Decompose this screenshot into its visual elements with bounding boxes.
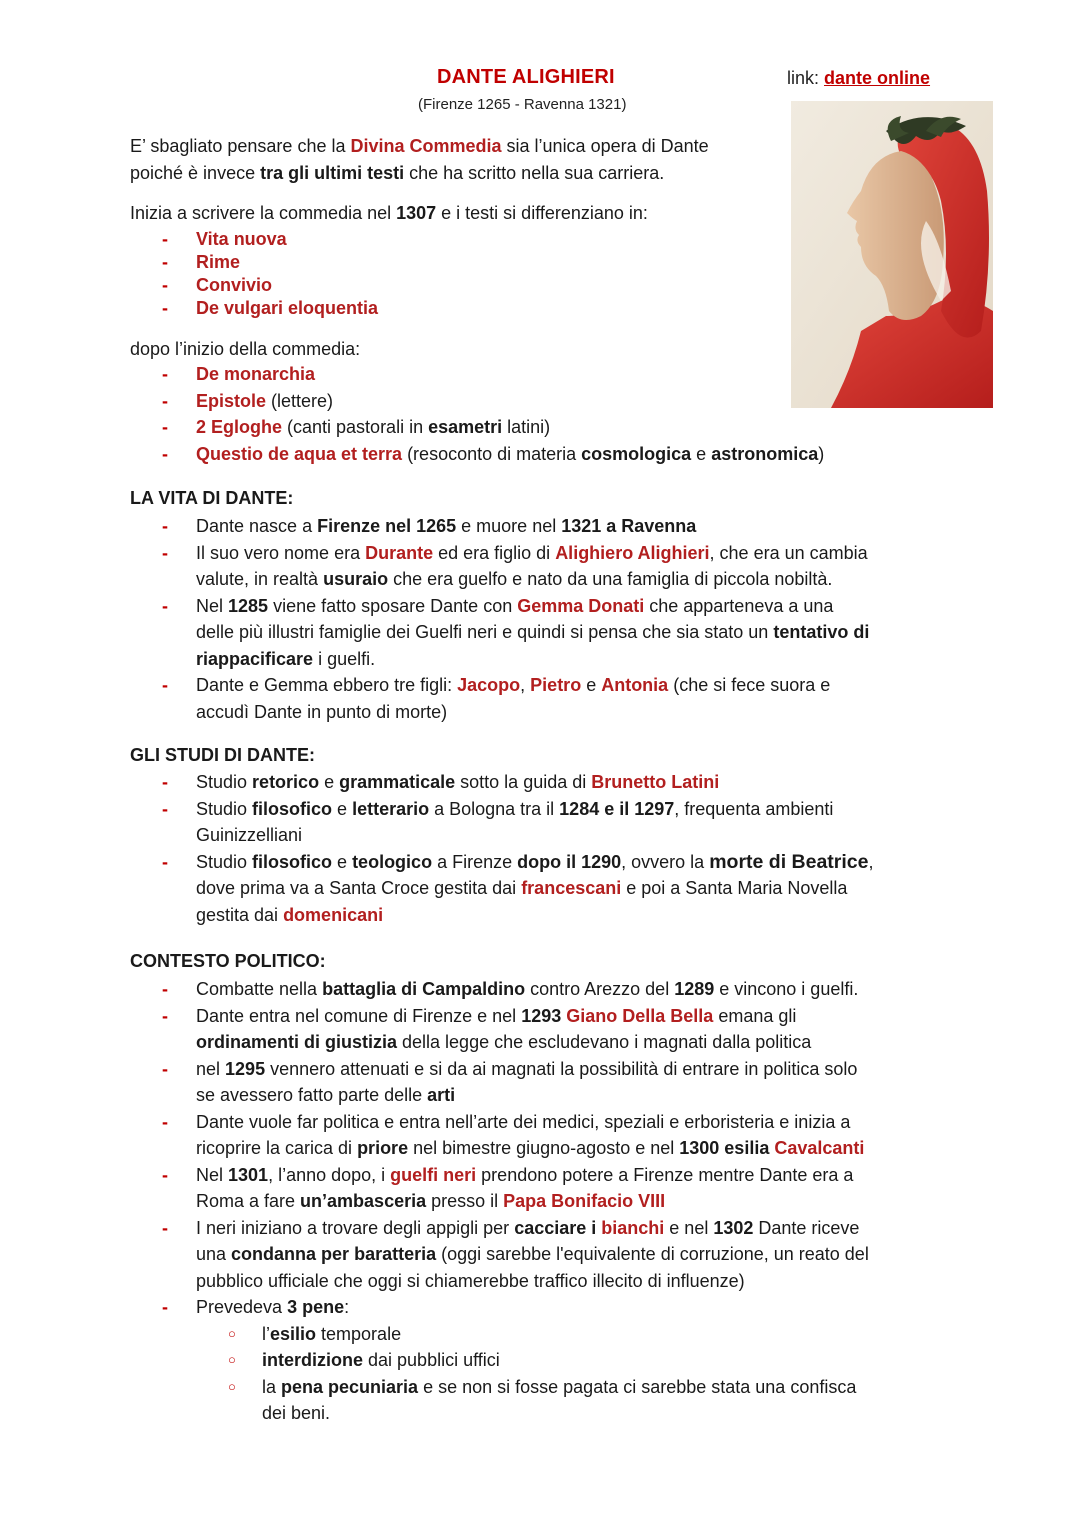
bold-text: usuraio <box>323 569 389 589</box>
text: a Bologna tra il <box>429 798 560 819</box>
page-subtitle: (Firenze 1265 - Ravenna 1321) <box>418 96 627 113</box>
bold-text: 1301 <box>228 1164 269 1185</box>
divina-commedia-highlight: Divina Commedia <box>350 136 502 156</box>
text: dai pubblici uffici <box>363 1350 500 1370</box>
bold-text: interdizione <box>262 1350 364 1370</box>
bold-text: dopo il 1290 <box>517 851 622 872</box>
text: contro Arezzo del <box>525 979 675 999</box>
name-highlight: Jacopo <box>457 675 521 695</box>
work-title: Rime <box>196 252 241 272</box>
name-highlight: Giano Della Bella <box>566 1005 714 1026</box>
text: (oggi sarebbe l'equivalente di corruzione, un reato del <box>436 1244 869 1264</box>
work-title: De monarchia <box>196 364 316 384</box>
text: Inizia a scrivere la commedia nel <box>130 203 397 223</box>
text: e <box>581 675 602 695</box>
bold-text: 1284 e il 1297 <box>559 798 675 819</box>
list-item <box>196 1347 869 1374</box>
text: della legge che escludevano i magnati dalla politica <box>397 1032 812 1052</box>
text: Roma a fare <box>196 1191 301 1211</box>
text: una <box>196 1244 232 1264</box>
bold-text: filosofico <box>252 851 333 872</box>
text: , <box>868 851 874 872</box>
bold-text: riappacificare <box>196 648 314 669</box>
contesto-list <box>130 976 869 1427</box>
text: Studio <box>196 798 253 819</box>
pene-list <box>196 1321 869 1427</box>
list-item <box>130 388 824 415</box>
text: prendono potere a Firenze mentre Dante era a <box>476 1164 854 1185</box>
name-highlight: Cavalcanti <box>774 1138 865 1158</box>
text: dove prima va a Santa Croce gestita dai <box>196 878 522 898</box>
intro-paragraph <box>130 133 709 187</box>
name-highlight: Papa Bonifacio VIII <box>503 1191 666 1211</box>
name-highlight: Alighiero Alighieri <box>555 542 710 563</box>
bold-text: Firenze nel 1265 <box>317 516 457 536</box>
list-item <box>196 1321 869 1348</box>
work-title: De vulgari eloquentia <box>196 298 379 318</box>
text: ) <box>818 443 825 464</box>
text: (che si fece suora e <box>668 675 831 695</box>
bold-text: morte di Beatrice <box>709 850 869 873</box>
bold-text: cosmologica <box>581 443 692 464</box>
list-item <box>130 1215 869 1295</box>
text: l’ <box>262 1323 270 1344</box>
list-item <box>130 1162 869 1215</box>
text: Prevedeva <box>196 1297 288 1317</box>
list-item <box>130 540 869 593</box>
text: delle più illustri famiglie dei Guelfi neri e quindi si pensa che sia stato un <box>196 622 774 642</box>
work-title: Epistole <box>196 390 267 411</box>
bold-text: filosofico <box>252 798 333 819</box>
text: (resoconto di materia <box>402 443 582 464</box>
text: che ha scritto nella sua carriera. <box>404 163 665 183</box>
text: i guelfi. <box>313 648 376 669</box>
text: Dante entra nel comune di Firenze e nel <box>196 1005 522 1026</box>
text: che era guelfo e nato da una famiglia di piccola nobiltà. <box>388 569 833 589</box>
work-title: Convivio <box>196 275 273 295</box>
list-item <box>130 1109 869 1162</box>
list-item <box>130 441 824 468</box>
bold-text: esametri <box>428 417 503 437</box>
text: e <box>691 443 712 464</box>
list-item <box>130 593 869 673</box>
works-after-list <box>130 361 824 467</box>
bold-text: 1321 a Ravenna <box>561 516 697 536</box>
text: poiché è invece <box>130 163 261 183</box>
bold-text: 1285 <box>228 595 269 616</box>
text: nel bimestre giugno-agosto e nel <box>408 1138 680 1158</box>
bold-text: ordinamenti di giustizia <box>196 1032 398 1052</box>
list-item <box>130 849 874 929</box>
text: Dante e Gemma ebbero tre figli: <box>196 675 458 695</box>
text: , <box>520 675 531 695</box>
bold-text: retorico <box>252 772 320 792</box>
work-title: Questio de aqua et terra <box>196 443 403 464</box>
text: Studio <box>196 851 253 872</box>
text: Guinizzelliani <box>196 825 303 845</box>
list-item <box>130 513 869 540</box>
text: E’ sbagliato pensare che la <box>130 136 351 156</box>
text: Combatte nella <box>196 979 323 999</box>
text: a Firenze <box>432 851 518 872</box>
name-highlight: Brunetto Latini <box>591 772 720 792</box>
text: e se non si fosse pagata ci sarebbe stata una confisca <box>418 1376 857 1397</box>
page-title: DANTE ALIGHIERI <box>437 66 615 88</box>
bold-text: 1295 <box>225 1058 266 1079</box>
work-title: 2 Egloghe <box>196 417 283 437</box>
bold-text: cacciare i <box>514 1217 597 1238</box>
text: vennero attenuati e si da ai magnati la possibilità di entrare in politica solo <box>265 1058 858 1079</box>
text: : <box>344 1297 350 1317</box>
text: Il suo vero nome era <box>196 542 366 563</box>
name-highlight: francescani <box>521 878 622 898</box>
list-item <box>130 414 824 441</box>
works-before-list <box>130 228 378 320</box>
bold-text: letterario <box>352 798 430 819</box>
name-highlight: bianchi <box>601 1217 665 1238</box>
text: dei beni. <box>262 1403 331 1423</box>
text: ricoprire la carica di <box>196 1138 358 1158</box>
text: e vincono i guelfi. <box>714 979 859 999</box>
text: ed era figlio di <box>433 542 556 563</box>
text: che apparteneva a una <box>644 595 834 616</box>
list-item <box>130 361 824 388</box>
text: sotto la guida di <box>455 772 592 792</box>
list-item <box>130 976 869 1003</box>
text: (lettere) <box>266 390 334 411</box>
bold-text: teologico <box>352 851 433 872</box>
list-item <box>130 1294 869 1427</box>
text: , frequenta ambienti <box>674 798 834 819</box>
text: e nel <box>664 1217 714 1238</box>
text: e muore nel <box>456 516 562 536</box>
name-highlight: Antonia <box>601 675 669 695</box>
section-heading-studi: GLI STUDI DI DANTE: <box>130 745 315 765</box>
text: accudì Dante in punto di morte) <box>196 701 448 722</box>
text: e <box>332 798 353 819</box>
text: emana gli <box>713 1005 797 1026</box>
text: e <box>332 851 353 872</box>
bold-text: astronomica <box>711 443 819 464</box>
list-item <box>130 1003 869 1056</box>
text: valute, in realtà <box>196 569 324 589</box>
text: viene fatto sposare Dante con <box>268 595 518 616</box>
bold-text: 1307 <box>396 203 437 223</box>
bold-text: arti <box>427 1085 456 1105</box>
bold-text: grammaticale <box>339 772 456 792</box>
bold-text: tra gli ultimi testi <box>260 163 405 183</box>
bold-text: pena pecuniaria <box>281 1376 419 1397</box>
text: Nel <box>196 1164 229 1185</box>
bold-text: 3 pene <box>287 1297 345 1317</box>
name-highlight: Pietro <box>530 675 582 695</box>
list-item <box>130 274 378 297</box>
list-item <box>130 297 378 320</box>
text: Dante nasce a <box>196 516 318 536</box>
list-item <box>196 1374 869 1427</box>
list-item <box>130 251 378 274</box>
text: e i testi si differenziano in: <box>436 203 648 223</box>
text: , che era un cambia <box>709 542 868 563</box>
bold-text: 1300 esilia <box>679 1138 770 1158</box>
text: Nel <box>196 595 229 616</box>
text: , ovvero la <box>621 851 710 872</box>
bold-text: 1289 <box>674 979 715 999</box>
text: pubblico ufficiale che oggi si chiamerebbe traffico illecito di influenze) <box>196 1270 745 1291</box>
text: gestita dai <box>196 904 284 925</box>
works-intro <box>130 200 648 227</box>
bold-text: esilio <box>270 1323 317 1344</box>
bold-text: tentativo di <box>773 622 870 642</box>
text: temporale <box>316 1323 402 1344</box>
text: se avessero fatto parte delle <box>196 1085 428 1105</box>
name-highlight: Durante <box>365 542 434 563</box>
bold-text: 1293 <box>521 1005 562 1026</box>
section-heading-contesto: CONTESTO POLITICO: <box>130 951 326 971</box>
section-heading-vita: LA VITA DI DANTE: <box>130 488 294 508</box>
studi-list <box>130 769 874 928</box>
text: presso il <box>426 1191 504 1211</box>
list-item <box>130 769 874 796</box>
text: e poi a Santa Maria Novella <box>621 878 848 898</box>
bold-text: condanna per baratteria <box>231 1244 437 1264</box>
link-line <box>787 68 930 89</box>
list-item <box>130 228 378 251</box>
text: e <box>319 772 340 792</box>
list-item <box>130 672 869 725</box>
name-highlight: guelfi neri <box>390 1164 477 1185</box>
text: I neri iniziano a trovare degli appigli per <box>196 1217 515 1238</box>
text: Dante riceve <box>753 1217 860 1238</box>
text: nel <box>196 1058 226 1079</box>
bold-text: un’ambasceria <box>300 1191 427 1211</box>
work-title: Vita nuova <box>196 229 287 249</box>
text: sia l’unica opera di Dante <box>501 136 709 156</box>
list-item <box>130 1056 869 1109</box>
link-prefix: link: <box>787 68 825 88</box>
list-item <box>130 796 874 849</box>
text: la <box>262 1376 282 1397</box>
text: Dante vuole far politica e entra nell’arte dei medici, speziali e erboristeria e inizia a <box>196 1111 851 1132</box>
vita-list <box>130 513 869 725</box>
text: (canti pastorali in <box>282 417 429 437</box>
after-label: dopo l’inizio della commedia: <box>130 339 361 359</box>
text: Studio <box>196 772 253 792</box>
bold-text: priore <box>357 1138 409 1158</box>
name-highlight: Gemma Donati <box>517 595 645 616</box>
bold-text: 1302 <box>713 1217 754 1238</box>
dante-online-link[interactable]: dante online <box>824 68 931 88</box>
text: , l’anno dopo, i <box>268 1164 391 1185</box>
name-highlight: domenicani <box>283 904 384 925</box>
bold-text: battaglia di Campaldino <box>322 979 526 999</box>
text: latini) <box>502 417 551 437</box>
